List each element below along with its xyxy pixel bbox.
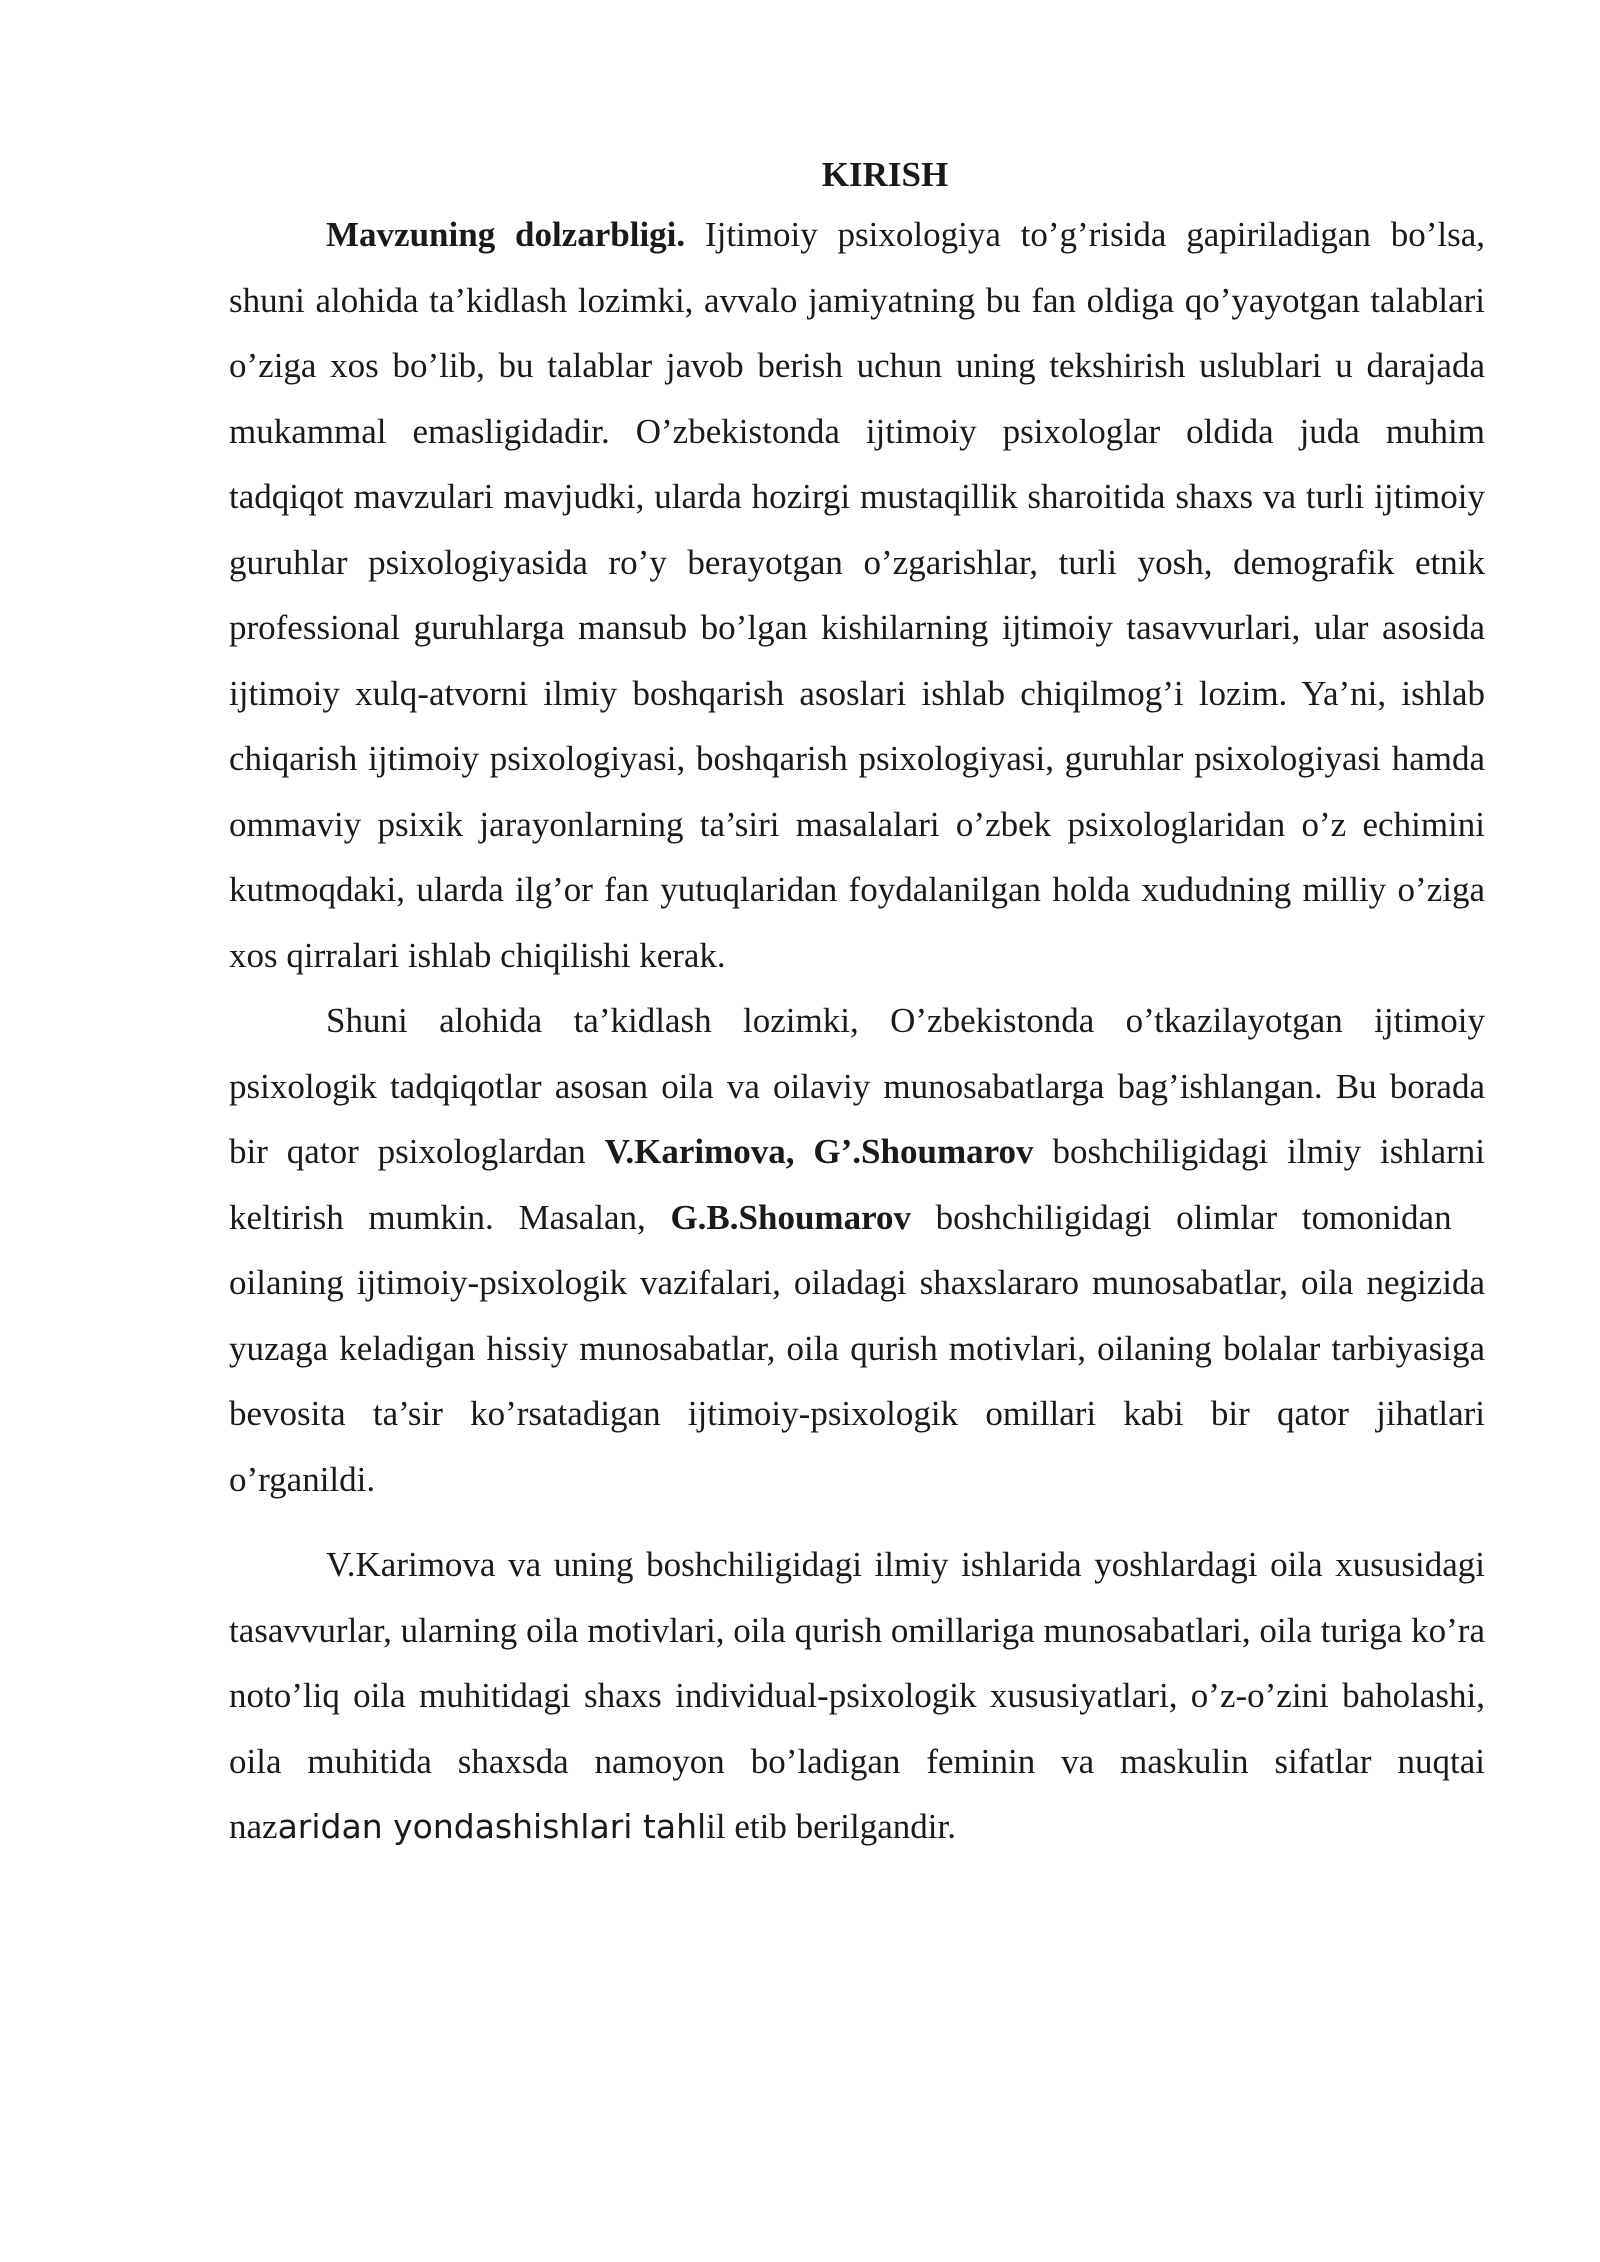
- paragraph-karimova-text-1: V.Karimova va uning boshchiligidagi ilmiy ishlarida yoshlardagi oila xususidagi tasavvurlar, ularning oila motivlari, oila qurish omillariga munosabatlari, oila turiga ko’ra noto’liq oila muhitidagi shaxs individual-psixologik xususiyatlari, o’z-o’zini baholashi, oila muhitida shaxsda namoyon bo’ladigan feminin va maskulin sifatlar nuqtai naz: [229, 1545, 1485, 1846]
- relevance-heading: Mavzuning dolzarbligi.: [326, 215, 686, 254]
- paragraph-research-text-1: Shuni alohida ta’kidlash lozimki, O’zbekistonda o’tkazilayotgan ijtimoiy psixologik tadqiqotlar asosan oila va oilaviy munosabatlarga bag’ishlangan. Bu borada bir qator psixologlardan: [229, 1001, 1485, 1171]
- paragraph-karimova: [229, 1532, 1485, 1860]
- paragraph-karimova-sans-fragment: aridan yondashishlari tahl: [277, 1807, 707, 1846]
- paragraph-research-text-2: boshchiligidagi ilmiy ishlarni keltirish mumkin. Masalan,: [229, 1132, 1485, 1237]
- paragraph-research-text-3: boshchiligidagi olimlar tomonidan oilaning ijtimoiy-psixologik vazifalari, oiladagi shaxslararo munosabatlar, oila negizida yuzaga keladigan hissiy munosabatlar, oila qurish motivlari, oilaning bolalar tarbiyasiga bevosita ta’sir ko’rsatadigan ijtimoiy-psixologik omillari kabi bir qator jihatlari o’rganildi.: [229, 1197, 1485, 1499]
- author-shoumarov-bold: G.B.Shoumarov: [670, 1197, 911, 1237]
- paragraph-research: [229, 988, 1485, 1512]
- authors-bold: V.Karimova, G’.Shoumarov: [604, 1132, 1034, 1171]
- page-title: KIRISH: [821, 155, 949, 194]
- document-body: [229, 150, 1485, 1860]
- paragraph-relevance: [229, 202, 1485, 988]
- paragraph-relevance-text: Ijtimoiy psixologiya to’g’risida gapiriladigan bo’lsa, shuni alohida ta’kidlash lozimki, avvalo jamiyatning bu fan oldiga qo’yayotgan talablari o’ziga xos bo’lib, bu talablar javob berish uchun uning tekshirish uslublari u darajada mukammal emasligidadir. O’zbekistonda ijtimoiy psixologlar oldida juda muhim tadqiqot mavzulari mavjudki, ularda hozirgi mustaqillik sharoitida shaxs va turli ijtimoiy guruhlar psixologiyasida ro’y berayotgan o’zgarishlar, turli yosh, demografik etnik professional guruhlarga mansub bo’lgan kishilarning ijtimoiy tasavvurlari, ular asosida ijtimoiy xulq-atvorni ilmiy boshqarish asoslari ishlab chiqilmog’i lozim. Ya’ni, ishlab chiqarish ijtimoiy psixologiyasi, boshqarish psixologiyasi, guruhlar psixologiyasi hamda ommaviy psixik jarayonlarning ta’siri masalalari o’zbek psixologlaridan o’z echimini kutmoqdaki, ularda ilg’or fan yutuqlaridan foydalanilgan holda xududning milliy o’ziga xos qirralari ishlab chiqilishi kerak.: [229, 215, 1485, 975]
- paragraph-karimova-text-2: il etib berilgandir.: [706, 1807, 956, 1846]
